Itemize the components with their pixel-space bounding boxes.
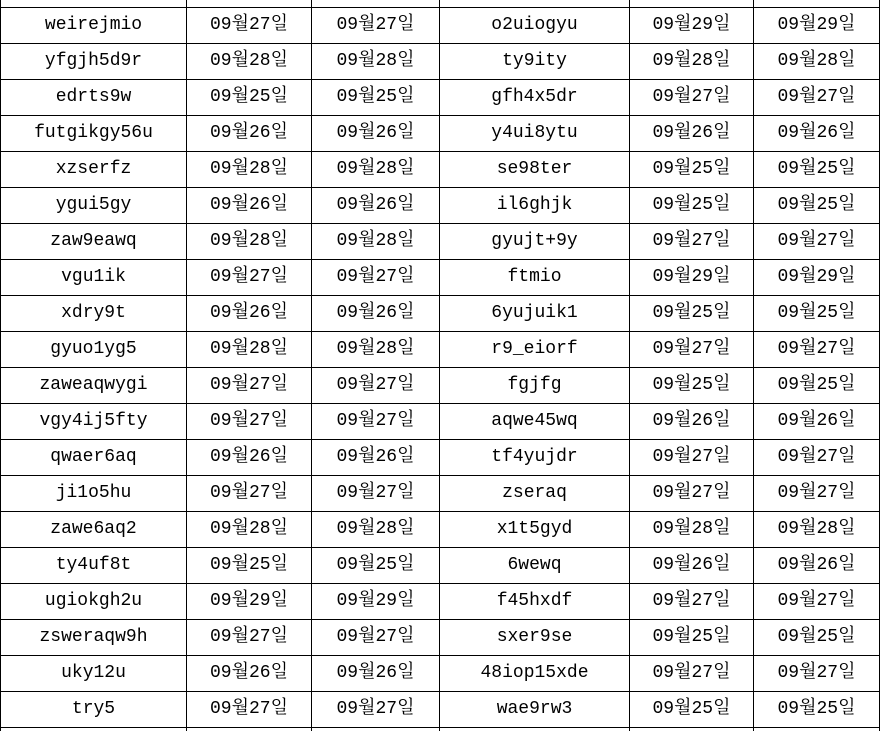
empty-cell: [187, 728, 312, 731]
date-cell: 09월27일: [630, 656, 754, 692]
name-cell-right: 48iop15xde: [440, 656, 630, 692]
date-cell: 09월29일: [754, 260, 880, 296]
table-row: [1, 116, 880, 152]
name-cell-right: aqwe45wq: [440, 404, 630, 440]
date-cell: 09월27일: [187, 404, 312, 440]
name-cell-left: ygui5gy: [1, 188, 187, 224]
name-cell-right: 6yujuik1: [440, 296, 630, 332]
name-cell-left: xdry9t: [1, 296, 187, 332]
empty-cell: [630, 0, 754, 8]
date-cell: 09월27일: [187, 620, 312, 656]
date-cell: 09월26일: [187, 188, 312, 224]
date-cell: 09월29일: [187, 584, 312, 620]
date-cell: 09월29일: [630, 8, 754, 44]
date-cell: 09월27일: [187, 476, 312, 512]
date-cell: 09월29일: [754, 8, 880, 44]
date-cell: 09월25일: [754, 296, 880, 332]
date-cell: 09월27일: [312, 476, 440, 512]
date-cell: 09월25일: [187, 548, 312, 584]
date-cell: 09월26일: [187, 440, 312, 476]
empty-cell: [440, 0, 630, 8]
name-cell-left: xzserfz: [1, 152, 187, 188]
date-cell: 09월26일: [754, 404, 880, 440]
date-cell: 09월27일: [312, 620, 440, 656]
table-row: [1, 476, 880, 512]
date-cell: 09월26일: [312, 440, 440, 476]
date-cell: 09월25일: [754, 188, 880, 224]
date-cell: 09월28일: [754, 512, 880, 548]
partial-row-top: [1, 0, 880, 8]
date-cell: 09월25일: [630, 152, 754, 188]
name-cell-left: ji1o5hu: [1, 476, 187, 512]
date-cell: 09월27일: [312, 8, 440, 44]
date-cell: 09월26일: [630, 404, 754, 440]
date-cell: 09월27일: [312, 404, 440, 440]
name-cell-left: zaweaqwygi: [1, 368, 187, 404]
date-cell: 09월25일: [754, 620, 880, 656]
date-cell: 09월28일: [630, 512, 754, 548]
table-row: [1, 80, 880, 116]
date-cell: 09월28일: [187, 152, 312, 188]
date-cell: 09월27일: [754, 224, 880, 260]
name-cell-right: se98ter: [440, 152, 630, 188]
empty-cell: [1, 728, 187, 731]
table-body: [1, 0, 880, 731]
date-cell: 09월26일: [187, 656, 312, 692]
name-cell-left: uky12u: [1, 656, 187, 692]
date-cell: 09월25일: [187, 80, 312, 116]
date-cell: 09월28일: [187, 332, 312, 368]
name-cell-right: r9_eiorf: [440, 332, 630, 368]
name-cell-right: 6wewq: [440, 548, 630, 584]
date-cell: 09월26일: [312, 116, 440, 152]
date-cell: 09월25일: [754, 152, 880, 188]
name-cell-right: il6ghjk: [440, 188, 630, 224]
table-row: [1, 620, 880, 656]
date-cell: 09월28일: [630, 44, 754, 80]
table-row: [1, 152, 880, 188]
date-cell: 09월25일: [312, 548, 440, 584]
name-cell-right: x1t5gyd: [440, 512, 630, 548]
table-row: [1, 260, 880, 296]
name-cell-right: zseraq: [440, 476, 630, 512]
table-row: [1, 368, 880, 404]
date-cell: 09월26일: [187, 296, 312, 332]
date-cell: 09월28일: [312, 224, 440, 260]
date-cell: 09월29일: [312, 584, 440, 620]
date-cell: 09월27일: [312, 368, 440, 404]
name-cell-right: fgjfg: [440, 368, 630, 404]
date-cell: 09월26일: [312, 188, 440, 224]
date-cell: 09월26일: [754, 116, 880, 152]
name-cell-left: try5: [1, 692, 187, 728]
name-cell-right: gyujt+9y: [440, 224, 630, 260]
date-cell: 09월26일: [754, 548, 880, 584]
date-cell: 09월27일: [754, 656, 880, 692]
date-cell: 09월28일: [187, 512, 312, 548]
date-cell: 09월25일: [312, 80, 440, 116]
date-cell: 09월26일: [630, 548, 754, 584]
name-cell-left: futgikgy56u: [1, 116, 187, 152]
date-cell: 09월28일: [312, 152, 440, 188]
name-cell-right: ftmio: [440, 260, 630, 296]
empty-cell: [312, 728, 440, 731]
date-cell: 09월27일: [630, 332, 754, 368]
table-row: [1, 188, 880, 224]
table-row: [1, 548, 880, 584]
date-cell: 09월27일: [187, 8, 312, 44]
table-row: [1, 440, 880, 476]
empty-cell: [440, 728, 630, 731]
table-row: [1, 584, 880, 620]
name-cell-right: wae9rw3: [440, 692, 630, 728]
date-cell: 09월28일: [187, 44, 312, 80]
date-cell: 09월26일: [312, 296, 440, 332]
date-cell: 09월25일: [630, 368, 754, 404]
table-row: [1, 44, 880, 80]
name-cell-right: o2uiogyu: [440, 8, 630, 44]
date-cell: 09월28일: [312, 332, 440, 368]
empty-cell: [754, 0, 880, 8]
date-cell: 09월27일: [312, 692, 440, 728]
date-cell: 09월25일: [630, 620, 754, 656]
name-cell-right: f45hxdf: [440, 584, 630, 620]
name-cell-right: ty9ity: [440, 44, 630, 80]
name-cell-left: vgy4ij5fty: [1, 404, 187, 440]
date-cell: 09월27일: [630, 80, 754, 116]
date-cell: 09월27일: [754, 332, 880, 368]
date-cell: 09월27일: [754, 476, 880, 512]
name-cell-left: yfgjh5d9r: [1, 44, 187, 80]
date-cell: 09월27일: [187, 692, 312, 728]
date-cell: 09월27일: [187, 260, 312, 296]
table-row: [1, 8, 880, 44]
date-cell: 09월25일: [630, 188, 754, 224]
partial-row-bottom: [1, 728, 880, 731]
date-cell: 09월26일: [630, 116, 754, 152]
empty-cell: [312, 0, 440, 8]
date-cell: 09월27일: [187, 368, 312, 404]
table-row: [1, 224, 880, 260]
name-cell-left: ugiokgh2u: [1, 584, 187, 620]
name-cell-left: vgu1ik: [1, 260, 187, 296]
empty-cell: [1, 0, 187, 8]
empty-cell: [754, 728, 880, 731]
name-cell-right: tf4yujdr: [440, 440, 630, 476]
date-cell: 09월28일: [312, 512, 440, 548]
name-cell-right: y4ui8ytu: [440, 116, 630, 152]
empty-cell: [630, 728, 754, 731]
date-cell: 09월27일: [630, 476, 754, 512]
table-row: [1, 692, 880, 728]
table-row: [1, 296, 880, 332]
date-cell: 09월28일: [312, 44, 440, 80]
date-cell: 09월29일: [630, 260, 754, 296]
date-cell: 09월25일: [754, 692, 880, 728]
name-cell-right: sxer9se: [440, 620, 630, 656]
name-cell-left: weirejmio: [1, 8, 187, 44]
date-cell: 09월27일: [754, 80, 880, 116]
name-cell-left: gyuo1yg5: [1, 332, 187, 368]
date-cell: 09월27일: [312, 260, 440, 296]
name-cell-right: gfh4x5dr: [440, 80, 630, 116]
date-cell: 09월27일: [754, 584, 880, 620]
date-cell: 09월25일: [630, 296, 754, 332]
name-cell-left: qwaer6aq: [1, 440, 187, 476]
name-cell-left: ty4uf8t: [1, 548, 187, 584]
name-cell-left: zaw9eawq: [1, 224, 187, 260]
date-cell: 09월28일: [187, 224, 312, 260]
date-cell: 09월27일: [630, 440, 754, 476]
date-cell: 09월27일: [754, 440, 880, 476]
name-cell-left: edrts9w: [1, 80, 187, 116]
date-cell: 09월25일: [630, 692, 754, 728]
date-cell: 09월27일: [630, 224, 754, 260]
date-cell: 09월26일: [312, 656, 440, 692]
name-cell-left: zsweraqw9h: [1, 620, 187, 656]
empty-cell: [187, 0, 312, 8]
table-row: [1, 404, 880, 440]
date-cell: 09월25일: [754, 368, 880, 404]
table-row: [1, 656, 880, 692]
table-row: [1, 512, 880, 548]
date-cell: 09월27일: [630, 584, 754, 620]
date-cell: 09월26일: [187, 116, 312, 152]
name-cell-left: zawe6aq2: [1, 512, 187, 548]
date-cell: 09월28일: [754, 44, 880, 80]
table-row: [1, 332, 880, 368]
